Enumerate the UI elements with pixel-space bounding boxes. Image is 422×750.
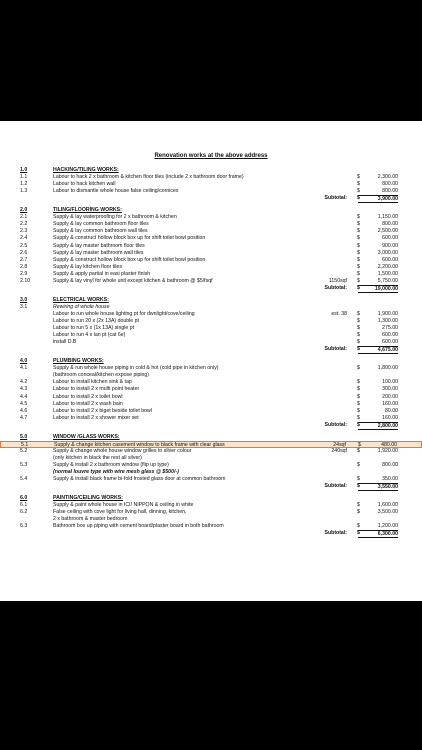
table-row [0,408,422,415]
item-amount: 1,500.00 [377,270,398,277]
table-row [0,304,422,311]
table-row [0,401,422,408]
item-number: 6.1 [20,502,28,509]
item-amount: 3,500.00 [377,509,398,516]
currency-symbol: $ [357,195,360,202]
item-number: 4.0 [20,358,28,365]
table-row [0,372,422,379]
table-row [0,379,422,386]
item-description: PLUMBING WORKS: [53,358,104,365]
table-row [0,365,422,372]
item-amount: 600.00 [382,332,398,339]
item-amount: 2,800.00 [358,422,398,430]
item-description: Labour to install 2 x shower mixer set [53,414,139,421]
item-amount: 800.00 [382,221,398,228]
item-number: 1.3 [20,188,28,195]
item-quantity: Subtotal: [324,346,347,353]
item-number: 1.0 [20,167,28,173]
item-description: Supply & install black frame bi-fold frosted glass door at common bathroom [53,476,226,483]
item-number: 2.10 [20,277,31,284]
currency-symbol: $ [357,214,360,221]
item-description: Labour to install 2 x multi point heater [53,386,140,393]
currency-symbol: $ [357,379,360,386]
item-amount: 1,600.00 [377,502,398,509]
document-page [0,121,422,601]
item-amount: 800.00 [382,181,398,188]
item-description: WINDOW /GLASS WORKS: [53,433,120,440]
item-number: 1.1 [20,174,28,181]
item-amount: 3,000.00 [377,249,398,256]
table-row [0,278,422,285]
table-row [0,318,422,325]
table-row [0,455,422,462]
item-number: 5.0 [20,433,28,440]
item-description: Supply & lay vinyl for whole unit except kitchen & bathroom @ $5/fsqf [53,277,213,284]
table-row [0,257,422,264]
item-quantity: Subtotal: [324,284,347,291]
item-description: Supply & construct hollow block box up for shift toilet bowl position [53,235,206,242]
currency-symbol: $ [357,407,360,414]
currency-symbol: $ [357,502,360,509]
currency-symbol: $ [357,339,360,346]
currency-symbol: $ [357,310,360,317]
section-header-row [0,434,422,441]
item-number: 1.2 [20,181,28,188]
item-description: Labour to run 5 x (1x 13A) single pt [53,325,135,332]
currency-symbol: $ [357,174,360,181]
currency-symbol: $ [357,386,360,393]
currency-symbol: $ [357,188,360,195]
table-row [0,516,422,523]
item-number: 5.1 [21,441,29,448]
item-number: 4.2 [20,379,28,386]
currency-symbol: $ [357,221,360,228]
currency-symbol: $ [357,400,360,407]
table-row [0,264,422,271]
section-header-row [0,495,422,502]
item-quantity: Subtotal: [324,483,347,490]
table-row [0,339,422,346]
item-number: 2.3 [20,228,28,235]
item-amount: 275.00 [382,325,398,332]
section-header-row [0,297,422,304]
item-amount: 160.00 [382,400,398,407]
item-description: (normal louvre type with wire mesh glass @ $500/-) [53,469,179,475]
currency-symbol: $ [357,447,360,454]
table-row [0,502,422,509]
table-row [0,462,422,469]
currency-symbol: $ [357,249,360,256]
item-amount: 900.00 [382,242,398,249]
section-header-row [0,167,422,174]
table-row [0,174,422,181]
table-row [0,181,422,188]
currency-symbol: $ [357,325,360,332]
currency-symbol: $ [357,228,360,235]
currency-symbol: $ [357,346,360,353]
item-quantity: 240sqf [331,447,347,454]
currency-symbol: $ [357,476,360,483]
item-amount: 200.00 [382,393,398,400]
item-amount: 4,675.00 [358,346,398,354]
item-amount: 3,550.00 [358,483,398,491]
item-amount: 3,900.00 [358,195,398,203]
item-amount: 600.00 [382,339,398,346]
currency-symbol: $ [357,523,360,530]
item-description: Supply & lay common bathroom floor tiles [53,221,149,228]
item-quantity: Subtotal: [324,195,347,202]
currency-symbol: $ [357,509,360,516]
table-row [0,271,422,278]
item-amount: 1,800.00 [377,365,398,372]
item-description: Labour to hack kitchen wall [53,181,116,188]
table-row [0,394,422,401]
table-row [0,441,422,448]
item-number: 2.5 [20,242,28,249]
item-amount: 160.00 [382,414,398,421]
item-description: Labour to hack 2 x bathroom & kitchen floor tiles (include 2 x bathroom door frame) [53,174,244,181]
item-description: (only kitchen in black the rest all silver) [53,454,142,461]
item-quantity: est. 38 [331,310,347,317]
currency-symbol: $ [357,393,360,400]
item-amount: 800.00 [382,461,398,468]
item-description: Supply & lay master bathroom floor tiles [53,242,145,249]
table-row [0,325,422,332]
document-title: Renovation works at the above address [154,153,268,159]
item-amount: 2,300.00 [377,174,398,181]
item-description: HACKING/TILING WORKS: [53,167,119,173]
currency-symbol: $ [357,263,360,270]
item-quantity: 1150sqf [328,277,347,284]
item-description: Supply & construct hollow block box up for shift toilet bowl position [53,256,206,263]
table-row [0,448,422,455]
subtotal-row [0,195,422,202]
item-amount: 1,300.00 [377,318,398,324]
item-description: Supply & paint whole house in ICI/ NIPPON & ceiling in white [53,502,194,509]
currency-symbol: $ [357,530,360,537]
item-description: Labour to dismantle whole house false ceiling/cornices [53,188,179,195]
table-row [0,250,422,257]
item-description: Supply & install 2 x bathroom window (flip up type) [53,461,169,468]
item-number: 2.6 [20,249,28,256]
item-description: Labour to install 2 x toilet bowl [53,393,123,400]
currency-symbol: $ [357,181,360,188]
item-amount: 80.00 [385,407,398,414]
item-number: 4.1 [20,365,28,372]
item-amount: 1,150.00 [377,214,398,221]
table-row [0,386,422,393]
item-number: 3.0 [20,296,28,303]
table-row [0,235,422,242]
item-description: (bathroom conceal/kitchen expose piping) [53,372,150,379]
table-row [0,214,422,221]
item-number: 5.4 [20,476,28,483]
item-number: 2.4 [20,235,28,242]
item-amount: 600.00 [382,256,398,263]
currency-symbol: $ [357,332,360,339]
item-number: 2.1 [20,214,28,221]
table-row [0,188,422,195]
item-number: 6.2 [20,509,28,516]
item-number: 2.0 [20,207,28,214]
item-description: Supply & lay kitchen floor tiles [53,263,122,270]
item-amount: 350.00 [382,476,398,483]
item-amount: 19,000.00 [358,285,398,293]
item-number: 2.7 [20,256,28,263]
item-description: Supply & lay waterproofing for 2 x bathroom & kitchen [53,214,177,221]
item-number: 4.3 [20,386,28,393]
item-description: Labour to run 20 x (2x 13A) double pt [53,318,139,324]
item-description: Labour to run 4 x lan pt (cat 6e) [53,332,126,339]
item-description: PAINTING/CEILING WORKS: [53,495,123,502]
item-description: Supply & apply partial in easi plaster finish [53,270,151,277]
item-number: 2.9 [20,270,28,277]
section-header-row [0,207,422,214]
item-amount: 2,500.00 [377,228,398,235]
item-number: 3.1 [20,303,28,310]
item-quantity: Subtotal: [324,421,347,428]
item-amount: 5,750.00 [377,277,398,284]
item-number: 6.3 [20,523,28,530]
subtotal-row [0,346,422,353]
item-number: 6.0 [20,495,28,502]
currency-symbol: $ [357,421,360,428]
item-number: 2.8 [20,263,28,270]
item-amount: 2,200.00 [377,263,398,270]
item-description: TILING/FLOORING WORKS: [53,207,122,214]
currency-symbol: $ [357,365,360,372]
subtotal-row [0,530,422,537]
subtotal-row [0,285,422,292]
table-row [0,509,422,516]
currency-symbol: $ [357,461,360,468]
item-description: ELECTRICAL WORKS: [53,296,109,303]
item-description: 2 x bathroom & master bedroom [53,516,128,523]
currency-symbol: $ [357,270,360,277]
item-quantity: Subtotal: [324,530,347,537]
currency-symbol: $ [357,256,360,263]
item-amount: 480.00 [381,441,397,448]
currency-symbol: $ [357,414,360,421]
item-description: Labour to install 2 x wash bain [53,400,123,407]
currency-symbol: $ [357,277,360,284]
item-description: Supply & run whole house piping in cold & hot (cold pipe in kitchen only) [53,365,219,372]
item-description: Labour to install 2 x biget beside toilet bowl [53,407,152,414]
currency-symbol: $ [357,318,360,324]
item-number: 4.7 [20,414,28,421]
item-amount: 600.00 [382,235,398,242]
item-description: install D.B [53,339,77,346]
item-amount: 1,900.00 [377,310,398,317]
table-row [0,332,422,339]
item-number: 5.3 [20,461,28,468]
subtotal-row [0,422,422,429]
item-description: Supply & lay master bathroom wall tiles [53,249,144,256]
currency-symbol: $ [358,441,361,448]
item-quantity: 24sqf [333,441,346,448]
table-row [0,415,422,422]
item-description: Supply & change kitchen casement window to black frame with clear glass [54,441,225,448]
table-row [0,311,422,318]
currency-symbol: $ [357,235,360,242]
item-amount: 800.00 [382,188,398,195]
item-number: 4.5 [20,400,28,407]
item-number: 4.4 [20,393,28,400]
item-description: Labour to run whole house lighting pt for dwnlight/cove/ceiling [53,310,195,317]
table-row [0,221,422,228]
currency-symbol: $ [357,483,360,490]
item-description: False ceiling with cove light for living hall, dinning, kitchen, [53,509,187,516]
item-number: 2.2 [20,221,28,228]
table-row [0,523,422,530]
item-description: Labour to install kitchen sink & tap [53,379,132,386]
item-description: Supply & lay common bathroom wall tiles [53,228,148,235]
table-row [0,476,422,483]
table-row [0,469,422,476]
item-description: Rewiring of whole house [53,303,110,310]
currency-symbol: $ [357,242,360,249]
item-amount: 300.00 [382,386,398,393]
item-amount: 100.00 [382,379,398,386]
item-amount: 6,300.00 [358,530,398,538]
item-description: Supply & change whole house window grilles to sliver colour [53,447,192,454]
table-row [0,228,422,235]
currency-symbol: $ [357,284,360,291]
table-row [0,243,422,250]
item-number: 5.2 [20,447,28,454]
subtotal-row [0,483,422,490]
item-amount: 1,920.00 [377,447,398,454]
section-header-row [0,358,422,365]
item-number: 4.6 [20,407,28,414]
item-description: Bathroom box up piping with cement board/plaster board in both bathroom [53,523,224,530]
item-amount: 1,200.00 [377,523,398,530]
